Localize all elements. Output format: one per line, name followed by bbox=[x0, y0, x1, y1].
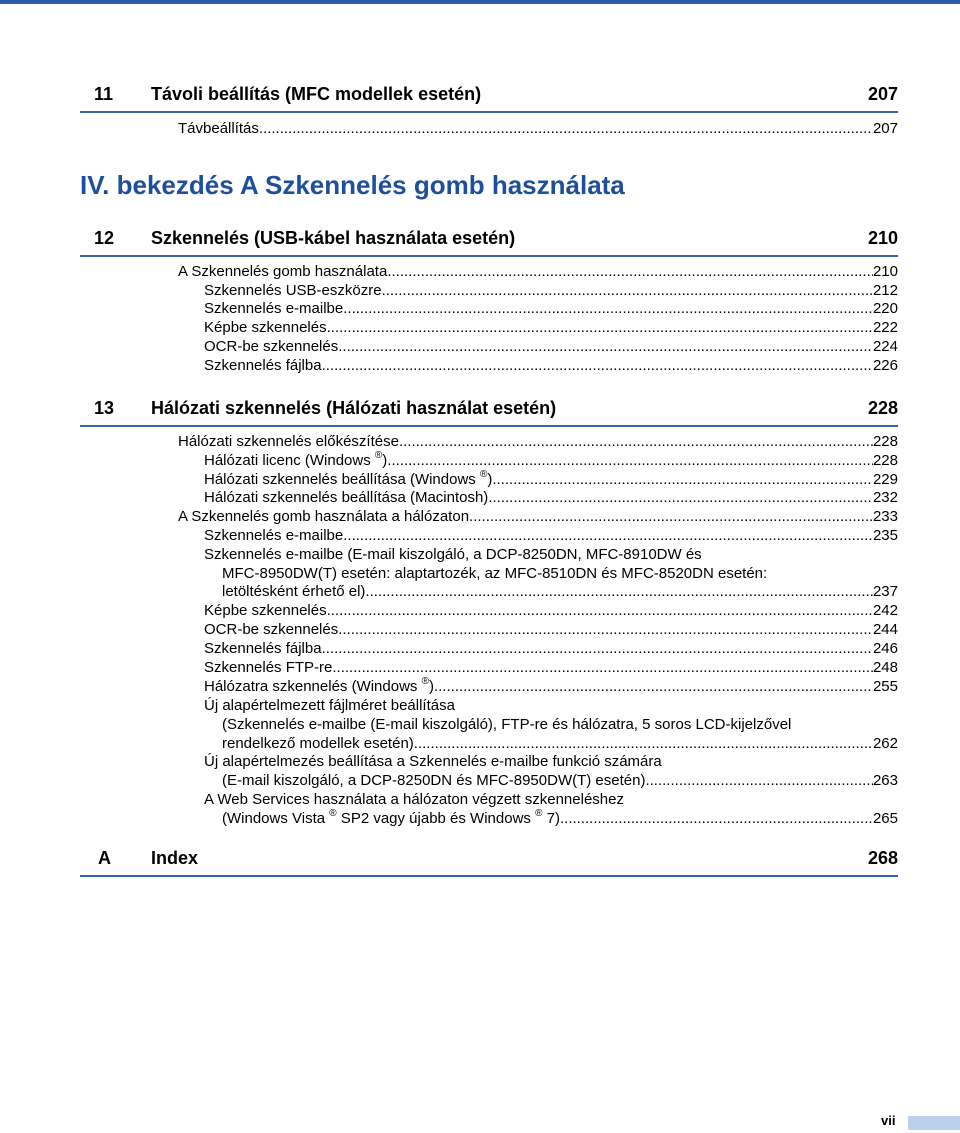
chapter-number: A bbox=[98, 848, 111, 868]
toc-entry-page: 244 bbox=[872, 621, 898, 638]
chapter-page: 228 bbox=[867, 398, 898, 418]
toc-entry-text: A Szkennelés gomb használata bbox=[178, 263, 388, 280]
toc-entry-page: 263 bbox=[872, 772, 898, 789]
toc-entry-text: rendelkező modellek esetén) bbox=[222, 735, 414, 752]
chapter-title: Hálózati szkennelés (Hálózati használat esetén) bbox=[151, 398, 557, 418]
toc-entry-page: 246 bbox=[872, 640, 898, 657]
toc-entry-text: Szkennelés fájlba bbox=[204, 357, 322, 374]
chapter-number: 12 bbox=[94, 228, 115, 248]
toc-entry-page: 212 bbox=[872, 282, 898, 299]
chapter-number: 11 bbox=[94, 84, 114, 104]
toc-leader bbox=[560, 810, 873, 828]
chapter-heading-12[interactable] bbox=[80, 225, 898, 257]
registered-mark: ® bbox=[329, 808, 337, 819]
toc-entry-line[interactable]: Új alapértelmezés beállítása a Szkennelés e-mailbe funkció számára bbox=[204, 753, 662, 770]
toc-entry-text: OCR-be szkennelés bbox=[204, 621, 339, 638]
toc-entry[interactable] bbox=[178, 263, 898, 281]
toc-entry-page: 210 bbox=[872, 263, 898, 280]
toc-entry-text: (Windows Vista ® SP2 vagy újabb és Windows ® 7) bbox=[222, 808, 560, 827]
toc-entry[interactable] bbox=[204, 489, 898, 507]
chapter-page: 268 bbox=[867, 848, 898, 868]
footer-bar bbox=[908, 1116, 960, 1130]
toc-entry-line[interactable]: MFC-8950DW(T) esetén: alaptartozék, az MFC-8510DN és MFC-8520DN esetén: bbox=[222, 565, 768, 582]
toc-entry-text: Szkennelés fájlba bbox=[204, 640, 322, 657]
toc-entry-page: 248 bbox=[872, 659, 898, 676]
toc-entry-text: Szkennelés e-mailbe bbox=[204, 527, 344, 544]
toc-entry-page: 224 bbox=[872, 338, 898, 355]
toc-entry-text: Képbe szkennelés bbox=[204, 602, 327, 619]
toc-entry[interactable] bbox=[222, 735, 898, 753]
toc-entry-page: 255 bbox=[872, 678, 898, 695]
chapter-title: Szkennelés (USB-kábel használata esetén) bbox=[151, 228, 516, 248]
toc-entry[interactable] bbox=[204, 640, 898, 658]
toc-entry-page: 222 bbox=[872, 319, 898, 336]
toc-entry-page: 235 bbox=[872, 527, 898, 544]
toc-entry-page: 265 bbox=[872, 810, 898, 827]
toc-leader bbox=[387, 452, 873, 470]
toc-leader bbox=[387, 263, 873, 281]
toc-entry[interactable] bbox=[204, 319, 898, 337]
toc-entry[interactable] bbox=[204, 357, 898, 375]
toc-entry-text: letöltésként érhető el) bbox=[222, 583, 366, 600]
registered-mark: ® bbox=[479, 469, 488, 480]
toc-leader bbox=[399, 433, 873, 451]
toc-leader bbox=[322, 640, 873, 658]
toc-leader bbox=[322, 357, 873, 375]
toc-leader bbox=[434, 678, 873, 696]
toc-entry-text: Hálózati szkennelés beállítása (Macintosh) bbox=[204, 489, 489, 506]
toc-entry-text: (E-mail kiszolgáló, a DCP-8250DN és MFC-8950DW(T) esetén) bbox=[222, 772, 646, 789]
toc-entry-text: Szkennelés e-mailbe bbox=[204, 300, 344, 317]
toc-leader bbox=[488, 489, 873, 507]
chapter-title: Távoli beállítás (MFC modellek esetén) bbox=[151, 84, 482, 104]
toc-leader bbox=[382, 282, 873, 300]
toc-entry[interactable] bbox=[204, 621, 898, 639]
toc-entry-text: Hálózatra szkennelés (Windows ®) bbox=[204, 676, 434, 695]
toc-entry-text: Hálózati szkennelés előkészítése bbox=[178, 433, 399, 450]
toc-entry-text: Hálózati szkennelés beállítása (Windows ®) bbox=[204, 469, 493, 488]
toc-entry-page: 232 bbox=[872, 489, 898, 506]
toc-entry-text: Szkennelés FTP-re bbox=[204, 659, 333, 676]
chapter-title: Index bbox=[151, 848, 199, 868]
toc-entry-text: Távbeállítás bbox=[178, 120, 259, 137]
chapter-heading-index[interactable] bbox=[80, 845, 898, 877]
toc-entry-page: 262 bbox=[872, 735, 898, 752]
toc-leader bbox=[343, 527, 873, 545]
toc-entry[interactable] bbox=[222, 583, 898, 601]
toc-entry-text: Hálózati licenc (Windows ®) bbox=[204, 450, 388, 469]
toc-leader bbox=[338, 338, 873, 356]
toc-entry-page: 228 bbox=[872, 452, 898, 469]
chapter-heading-13[interactable] bbox=[80, 395, 898, 427]
toc-entry[interactable] bbox=[204, 300, 898, 318]
toc-entry-page: 233 bbox=[872, 508, 898, 525]
registered-mark: ® bbox=[421, 676, 429, 687]
chapter-heading-11[interactable] bbox=[80, 81, 898, 113]
toc-leader bbox=[338, 621, 873, 639]
toc-leader bbox=[343, 300, 873, 318]
toc-entry-text: A Szkennelés gomb használata a hálózaton bbox=[178, 508, 470, 525]
toc-entry-page: 207 bbox=[872, 120, 898, 137]
toc-entry-page: 226 bbox=[872, 357, 898, 374]
part-title: IV. bekezdés A Szkennelés gomb használata bbox=[80, 170, 625, 200]
toc-leader bbox=[414, 735, 873, 753]
toc-entry-line[interactable]: Szkennelés e-mailbe (E-mail kiszolgáló, a DCP-8250DN, MFC-8910DW és bbox=[204, 546, 702, 563]
registered-mark: ® bbox=[374, 450, 383, 461]
toc-entry[interactable] bbox=[204, 678, 898, 696]
toc-entry-line[interactable]: A Web Services használata a hálózaton végzett szkenneléshez bbox=[204, 791, 624, 808]
toc-entry-line[interactable]: Új alapértelmezett fájlméret beállítása bbox=[204, 697, 455, 714]
toc-leader bbox=[327, 602, 873, 620]
toc-entry-line[interactable]: (Szkennelés e-mailbe (E-mail kiszolgáló), FTP-re és hálózatra, 5 soros LCD-kijelzővel bbox=[222, 716, 792, 733]
toc-entry-text: Képbe szkennelés bbox=[204, 319, 327, 336]
toc-entry[interactable] bbox=[204, 602, 898, 620]
toc-entry[interactable] bbox=[204, 471, 898, 489]
toc-entry[interactable] bbox=[204, 659, 898, 677]
toc-entry[interactable] bbox=[178, 508, 898, 526]
toc-entry[interactable] bbox=[204, 282, 898, 300]
toc-entry-page: 237 bbox=[872, 583, 898, 600]
toc-entry[interactable] bbox=[178, 433, 898, 451]
toc-leader bbox=[645, 772, 873, 790]
toc-entry-page: 228 bbox=[872, 433, 898, 450]
toc-entry-text: Szkennelés USB-eszközre bbox=[204, 282, 382, 299]
toc-leader bbox=[365, 583, 873, 601]
chapter-number: 13 bbox=[94, 398, 115, 418]
toc-leader bbox=[259, 120, 873, 138]
toc-entry-text: OCR-be szkennelés bbox=[204, 338, 339, 355]
toc-entry-page: 220 bbox=[872, 300, 898, 317]
chapter-page: 207 bbox=[867, 84, 898, 104]
top-rule bbox=[0, 0, 960, 4]
toc-entry[interactable] bbox=[222, 772, 898, 790]
toc-entry[interactable] bbox=[204, 527, 898, 545]
toc-leader bbox=[469, 508, 873, 526]
toc-entry[interactable] bbox=[204, 338, 898, 356]
toc-entry[interactable] bbox=[222, 810, 898, 828]
toc-leader bbox=[492, 471, 873, 489]
page-number: vii bbox=[881, 1113, 896, 1128]
toc-entry-page: 242 bbox=[872, 602, 898, 619]
chapter-page: 210 bbox=[867, 228, 898, 248]
toc-entry[interactable] bbox=[178, 120, 898, 138]
toc-leader bbox=[332, 659, 873, 677]
toc-leader bbox=[327, 319, 873, 337]
toc-entry[interactable] bbox=[204, 452, 898, 470]
registered-mark: ® bbox=[535, 808, 543, 819]
toc-entry-page: 229 bbox=[872, 471, 898, 488]
